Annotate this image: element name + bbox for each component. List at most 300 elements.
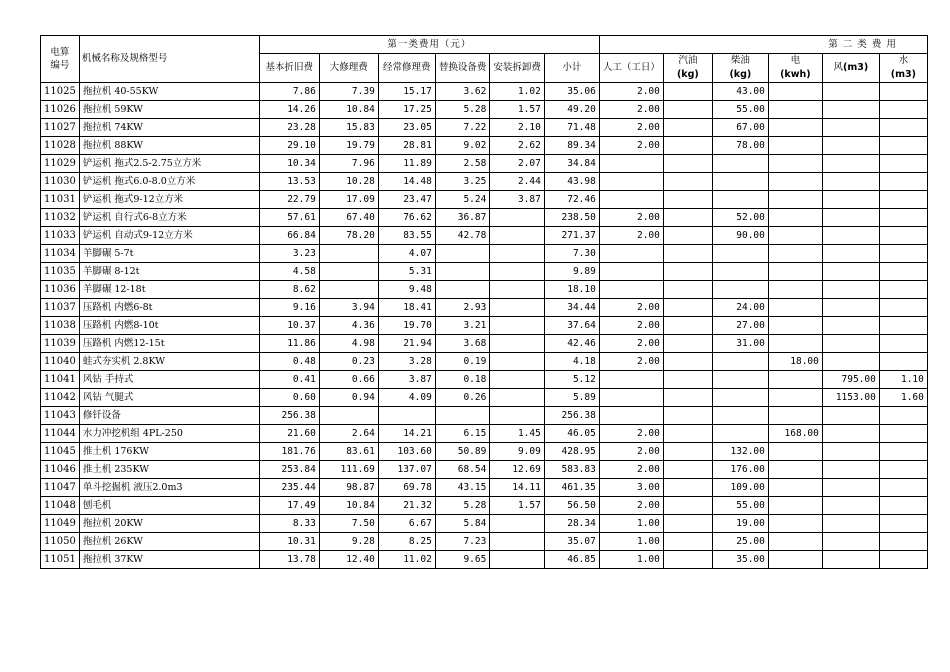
cell-regular-repair[interactable]: 4.07 — [378, 245, 435, 263]
cell-name[interactable]: 压路机 内燃8-10t — [79, 317, 259, 335]
cell-name[interactable]: 拖拉机 59KW — [79, 101, 259, 119]
cell-electricity[interactable] — [768, 119, 822, 137]
cell-electricity[interactable] — [768, 407, 822, 425]
cell-labor[interactable]: 2.00 — [599, 299, 663, 317]
cell-wind[interactable] — [822, 227, 879, 245]
cell-name[interactable]: 铲运机 自动式9-12立方米 — [79, 227, 259, 245]
cell-install-remove[interactable]: 9.09 — [490, 443, 545, 461]
cell-name[interactable]: 推土机 176KW — [79, 443, 259, 461]
cell-code[interactable]: 11043 — [41, 407, 80, 425]
header-depreciation[interactable]: 基本折旧费 — [259, 54, 319, 83]
cell-replacement[interactable]: 9.02 — [435, 137, 490, 155]
cell-replacement[interactable]: 7.22 — [435, 119, 490, 137]
cell-water[interactable] — [879, 227, 927, 245]
cell-electricity[interactable] — [768, 389, 822, 407]
header-name[interactable]: 机械名称及规格型号 — [79, 36, 259, 83]
cell-regular-repair[interactable]: 17.25 — [378, 101, 435, 119]
cell-diesel[interactable] — [712, 389, 768, 407]
cell-depreciation[interactable]: 9.16 — [259, 299, 319, 317]
header-labor[interactable]: 人工（工日） — [599, 54, 663, 83]
cell-install-remove[interactable] — [490, 227, 545, 245]
cell-replacement[interactable]: 43.15 — [435, 479, 490, 497]
cell-regular-repair[interactable]: 28.81 — [378, 137, 435, 155]
cell-replacement[interactable]: 68.54 — [435, 461, 490, 479]
cell-install-remove[interactable]: 1.57 — [490, 101, 545, 119]
cell-wind[interactable] — [822, 407, 879, 425]
cell-regular-repair[interactable]: 23.05 — [378, 119, 435, 137]
cell-regular-repair[interactable]: 18.41 — [378, 299, 435, 317]
cell-replacement[interactable]: 5.24 — [435, 191, 490, 209]
cell-water[interactable] — [879, 497, 927, 515]
cell-water[interactable] — [879, 155, 927, 173]
cell-regular-repair[interactable]: 69.78 — [378, 479, 435, 497]
cell-depreciation[interactable]: 0.48 — [259, 353, 319, 371]
cell-code[interactable]: 11033 — [41, 227, 80, 245]
header-wind[interactable] — [822, 54, 879, 83]
cell-electricity[interactable] — [768, 245, 822, 263]
cell-gasoline[interactable] — [663, 443, 712, 461]
cell-depreciation[interactable]: 11.86 — [259, 335, 319, 353]
cell-name[interactable]: 压路机 内燃12-15t — [79, 335, 259, 353]
cell-install-remove[interactable] — [490, 281, 545, 299]
cell-water[interactable] — [879, 173, 927, 191]
cell-wind[interactable] — [822, 317, 879, 335]
cell-install-remove[interactable] — [490, 389, 545, 407]
cell-labor[interactable]: 2.00 — [599, 137, 663, 155]
cell-depreciation[interactable]: 253.84 — [259, 461, 319, 479]
cell-code[interactable]: 11038 — [41, 317, 80, 335]
cell-water[interactable] — [879, 101, 927, 119]
cell-overhaul[interactable] — [319, 263, 378, 281]
cell-name[interactable]: 羊脚碾 8-12t — [79, 263, 259, 281]
cell-diesel[interactable]: 35.00 — [712, 551, 768, 569]
cell-regular-repair[interactable]: 9.48 — [378, 281, 435, 299]
cell-replacement[interactable]: 9.65 — [435, 551, 490, 569]
cell-electricity[interactable] — [768, 101, 822, 119]
cell-name[interactable]: 风钻 手持式 — [79, 371, 259, 389]
cell-install-remove[interactable] — [490, 263, 545, 281]
cell-regular-repair[interactable]: 11.02 — [378, 551, 435, 569]
cell-wind[interactable] — [822, 101, 879, 119]
cell-diesel[interactable]: 52.00 — [712, 209, 768, 227]
cell-labor[interactable] — [599, 407, 663, 425]
cell-water[interactable] — [879, 461, 927, 479]
cell-diesel[interactable] — [712, 425, 768, 443]
cell-code[interactable]: 11049 — [41, 515, 80, 533]
cell-regular-repair[interactable]: 15.17 — [378, 83, 435, 101]
cell-install-remove[interactable] — [490, 209, 545, 227]
cell-water[interactable] — [879, 335, 927, 353]
cell-subtotal[interactable]: 34.44 — [544, 299, 599, 317]
cell-depreciation[interactable]: 29.10 — [259, 137, 319, 155]
cell-wind[interactable] — [822, 353, 879, 371]
cell-labor[interactable]: 2.00 — [599, 227, 663, 245]
cell-name[interactable]: 拖拉机 74KW — [79, 119, 259, 137]
cell-regular-repair[interactable] — [378, 407, 435, 425]
cell-regular-repair[interactable]: 4.09 — [378, 389, 435, 407]
cell-diesel[interactable] — [712, 173, 768, 191]
cell-electricity[interactable] — [768, 497, 822, 515]
cell-diesel[interactable]: 25.00 — [712, 533, 768, 551]
cell-gasoline[interactable] — [663, 173, 712, 191]
cell-labor[interactable]: 2.00 — [599, 209, 663, 227]
cell-replacement[interactable]: 50.89 — [435, 443, 490, 461]
cell-subtotal[interactable]: 5.89 — [544, 389, 599, 407]
cell-water[interactable] — [879, 443, 927, 461]
cell-depreciation[interactable]: 0.41 — [259, 371, 319, 389]
cell-diesel[interactable]: 27.00 — [712, 317, 768, 335]
cell-wind[interactable] — [822, 155, 879, 173]
cell-labor[interactable] — [599, 245, 663, 263]
cell-overhaul[interactable]: 0.94 — [319, 389, 378, 407]
header-install-remove[interactable]: 安装拆卸费 — [490, 54, 545, 83]
cell-gasoline[interactable] — [663, 119, 712, 137]
cell-wind[interactable] — [822, 515, 879, 533]
cell-code[interactable]: 11035 — [41, 263, 80, 281]
cell-name[interactable]: 拖拉机 88KW — [79, 137, 259, 155]
cell-replacement[interactable]: 3.62 — [435, 83, 490, 101]
cell-name[interactable]: 铲运机 拖式2.5-2.75立方米 — [79, 155, 259, 173]
cell-diesel[interactable] — [712, 191, 768, 209]
cell-install-remove[interactable]: 1.57 — [490, 497, 545, 515]
cell-gasoline[interactable] — [663, 407, 712, 425]
cell-overhaul[interactable]: 111.69 — [319, 461, 378, 479]
cell-wind[interactable] — [822, 137, 879, 155]
cell-name[interactable]: 拖拉机 20KW — [79, 515, 259, 533]
cell-electricity[interactable] — [768, 515, 822, 533]
cell-replacement[interactable]: 3.25 — [435, 173, 490, 191]
cell-install-remove[interactable]: 3.87 — [490, 191, 545, 209]
cell-overhaul[interactable]: 12.40 — [319, 551, 378, 569]
cell-labor[interactable]: 2.00 — [599, 425, 663, 443]
cell-code[interactable]: 11048 — [41, 497, 80, 515]
cell-name[interactable]: 拖拉机 37KW — [79, 551, 259, 569]
cell-replacement[interactable]: 0.18 — [435, 371, 490, 389]
cell-replacement[interactable] — [435, 245, 490, 263]
cell-diesel[interactable]: 43.00 — [712, 83, 768, 101]
cell-install-remove[interactable] — [490, 353, 545, 371]
cell-regular-repair[interactable]: 76.62 — [378, 209, 435, 227]
cell-code[interactable]: 11047 — [41, 479, 80, 497]
cell-install-remove[interactable]: 14.11 — [490, 479, 545, 497]
cell-gasoline[interactable] — [663, 245, 712, 263]
cell-water[interactable] — [879, 425, 927, 443]
cell-diesel[interactable] — [712, 407, 768, 425]
cell-diesel[interactable]: 31.00 — [712, 335, 768, 353]
cell-depreciation[interactable]: 256.38 — [259, 407, 319, 425]
cell-subtotal[interactable]: 238.50 — [544, 209, 599, 227]
cell-gasoline[interactable] — [663, 209, 712, 227]
header-subtotal[interactable]: 小计 — [544, 54, 599, 83]
header-replacement[interactable]: 替换设备费 — [435, 54, 490, 83]
cell-depreciation[interactable]: 14.26 — [259, 101, 319, 119]
cell-regular-repair[interactable]: 6.67 — [378, 515, 435, 533]
cell-electricity[interactable] — [768, 173, 822, 191]
cell-wind[interactable]: 795.00 — [822, 371, 879, 389]
cell-name[interactable]: 拖拉机 26KW — [79, 533, 259, 551]
cell-code[interactable]: 11025 — [41, 83, 80, 101]
cell-gasoline[interactable] — [663, 497, 712, 515]
cell-code[interactable]: 11029 — [41, 155, 80, 173]
cell-labor[interactable]: 2.00 — [599, 119, 663, 137]
cell-water[interactable] — [879, 299, 927, 317]
cell-depreciation[interactable]: 235.44 — [259, 479, 319, 497]
cell-depreciation[interactable]: 3.23 — [259, 245, 319, 263]
cell-water[interactable] — [879, 209, 927, 227]
cell-subtotal[interactable]: 89.34 — [544, 137, 599, 155]
cell-regular-repair[interactable]: 103.60 — [378, 443, 435, 461]
cell-code[interactable]: 11037 — [41, 299, 80, 317]
header-overhaul[interactable]: 大修理费 — [319, 54, 378, 83]
cell-overhaul[interactable]: 4.98 — [319, 335, 378, 353]
cell-wind[interactable] — [822, 335, 879, 353]
cell-labor[interactable]: 2.00 — [599, 317, 663, 335]
cell-wind[interactable] — [822, 497, 879, 515]
cell-depreciation[interactable]: 181.76 — [259, 443, 319, 461]
header-gasoline[interactable] — [663, 54, 712, 83]
cell-name[interactable]: 刨毛机 — [79, 497, 259, 515]
cell-electricity[interactable] — [768, 317, 822, 335]
cell-gasoline[interactable] — [663, 281, 712, 299]
cell-gasoline[interactable] — [663, 551, 712, 569]
cell-labor[interactable]: 2.00 — [599, 83, 663, 101]
cell-gasoline[interactable] — [663, 227, 712, 245]
cell-code[interactable]: 11040 — [41, 353, 80, 371]
cell-name[interactable]: 羊脚碾 5-7t — [79, 245, 259, 263]
cell-install-remove[interactable]: 1.45 — [490, 425, 545, 443]
cell-overhaul[interactable]: 4.36 — [319, 317, 378, 335]
header-group-first-class-cost[interactable]: 第一类费用（元） — [259, 36, 599, 54]
cell-name[interactable]: 铲运机 拖式9-12立方米 — [79, 191, 259, 209]
cell-wind[interactable] — [822, 479, 879, 497]
cell-gasoline[interactable] — [663, 335, 712, 353]
cell-wind[interactable] — [822, 119, 879, 137]
cell-replacement[interactable] — [435, 407, 490, 425]
cell-replacement[interactable]: 5.28 — [435, 101, 490, 119]
cell-gasoline[interactable] — [663, 317, 712, 335]
cell-gasoline[interactable] — [663, 299, 712, 317]
cell-labor[interactable]: 2.00 — [599, 497, 663, 515]
cell-electricity[interactable] — [768, 533, 822, 551]
cell-depreciation[interactable]: 10.31 — [259, 533, 319, 551]
cell-labor[interactable]: 2.00 — [599, 101, 663, 119]
cell-water[interactable] — [879, 533, 927, 551]
cell-replacement[interactable] — [435, 263, 490, 281]
cell-name[interactable]: 风钻 气腿式 — [79, 389, 259, 407]
cell-replacement[interactable]: 3.21 — [435, 317, 490, 335]
cell-water[interactable] — [879, 353, 927, 371]
cell-name[interactable]: 水力冲挖机组 4PL-250 — [79, 425, 259, 443]
cell-wind[interactable]: 1153.00 — [822, 389, 879, 407]
cell-subtotal[interactable]: 42.46 — [544, 335, 599, 353]
cell-regular-repair[interactable]: 19.70 — [378, 317, 435, 335]
cell-diesel[interactable]: 67.00 — [712, 119, 768, 137]
cell-wind[interactable] — [822, 83, 879, 101]
cell-regular-repair[interactable]: 83.55 — [378, 227, 435, 245]
cell-replacement[interactable]: 7.23 — [435, 533, 490, 551]
cell-labor[interactable] — [599, 173, 663, 191]
cell-install-remove[interactable] — [490, 533, 545, 551]
cell-labor[interactable] — [599, 389, 663, 407]
cell-labor[interactable]: 2.00 — [599, 335, 663, 353]
cell-replacement[interactable]: 6.15 — [435, 425, 490, 443]
cell-diesel[interactable]: 24.00 — [712, 299, 768, 317]
cell-overhaul[interactable]: 83.61 — [319, 443, 378, 461]
cell-electricity[interactable] — [768, 299, 822, 317]
cell-regular-repair[interactable]: 21.32 — [378, 497, 435, 515]
cell-code[interactable]: 11051 — [41, 551, 80, 569]
cell-water[interactable] — [879, 515, 927, 533]
header-electricity[interactable] — [768, 54, 822, 83]
cell-subtotal[interactable]: 18.10 — [544, 281, 599, 299]
cell-code[interactable]: 11031 — [41, 191, 80, 209]
cell-wind[interactable] — [822, 173, 879, 191]
cell-diesel[interactable] — [712, 263, 768, 281]
cell-labor[interactable]: 2.00 — [599, 461, 663, 479]
cell-depreciation[interactable]: 13.78 — [259, 551, 319, 569]
cell-diesel[interactable] — [712, 281, 768, 299]
cell-subtotal[interactable]: 5.12 — [544, 371, 599, 389]
cell-subtotal[interactable]: 271.37 — [544, 227, 599, 245]
cell-gasoline[interactable] — [663, 425, 712, 443]
cell-overhaul[interactable]: 9.28 — [319, 533, 378, 551]
cell-replacement[interactable]: 0.26 — [435, 389, 490, 407]
cell-gasoline[interactable] — [663, 479, 712, 497]
cell-water[interactable] — [879, 245, 927, 263]
header-regular-repair[interactable]: 经常修理费 — [378, 54, 435, 83]
cell-regular-repair[interactable]: 137.07 — [378, 461, 435, 479]
cell-code[interactable]: 11050 — [41, 533, 80, 551]
cell-subtotal[interactable]: 583.83 — [544, 461, 599, 479]
cell-wind[interactable] — [822, 425, 879, 443]
cell-subtotal[interactable]: 43.98 — [544, 173, 599, 191]
cell-wind[interactable] — [822, 245, 879, 263]
cell-electricity[interactable] — [768, 227, 822, 245]
cell-overhaul[interactable]: 0.23 — [319, 353, 378, 371]
cell-install-remove[interactable] — [490, 407, 545, 425]
cell-labor[interactable]: 1.00 — [599, 533, 663, 551]
cell-diesel[interactable]: 109.00 — [712, 479, 768, 497]
cell-replacement[interactable]: 3.68 — [435, 335, 490, 353]
cell-install-remove[interactable]: 2.44 — [490, 173, 545, 191]
cell-gasoline[interactable] — [663, 83, 712, 101]
cell-labor[interactable] — [599, 155, 663, 173]
cell-diesel[interactable]: 78.00 — [712, 137, 768, 155]
cell-depreciation[interactable]: 7.86 — [259, 83, 319, 101]
cell-subtotal[interactable]: 461.35 — [544, 479, 599, 497]
cell-regular-repair[interactable]: 5.31 — [378, 263, 435, 281]
cell-subtotal[interactable]: 28.34 — [544, 515, 599, 533]
cell-subtotal[interactable]: 428.95 — [544, 443, 599, 461]
cell-name[interactable]: 铲运机 自行式6-8立方米 — [79, 209, 259, 227]
cell-install-remove[interactable]: 1.02 — [490, 83, 545, 101]
cell-code[interactable]: 11026 — [41, 101, 80, 119]
cell-depreciation[interactable]: 8.62 — [259, 281, 319, 299]
cell-electricity[interactable] — [768, 443, 822, 461]
cell-overhaul[interactable] — [319, 245, 378, 263]
cell-regular-repair[interactable]: 11.89 — [378, 155, 435, 173]
cell-overhaul[interactable]: 98.87 — [319, 479, 378, 497]
cell-overhaul[interactable]: 7.39 — [319, 83, 378, 101]
cell-install-remove[interactable]: 2.10 — [490, 119, 545, 137]
cell-gasoline[interactable] — [663, 533, 712, 551]
cell-wind[interactable] — [822, 263, 879, 281]
cell-depreciation[interactable]: 17.49 — [259, 497, 319, 515]
cell-name[interactable]: 铲运机 拖式6.0-8.0立方米 — [79, 173, 259, 191]
cell-regular-repair[interactable]: 14.21 — [378, 425, 435, 443]
cell-wind[interactable] — [822, 281, 879, 299]
cell-regular-repair[interactable]: 3.87 — [378, 371, 435, 389]
cell-regular-repair[interactable]: 23.47 — [378, 191, 435, 209]
cell-subtotal[interactable]: 56.50 — [544, 497, 599, 515]
cell-water[interactable] — [879, 119, 927, 137]
cell-gasoline[interactable] — [663, 461, 712, 479]
cell-water[interactable]: 1.60 — [879, 389, 927, 407]
cell-overhaul[interactable] — [319, 281, 378, 299]
cell-electricity[interactable]: 168.00 — [768, 425, 822, 443]
cell-regular-repair[interactable]: 21.94 — [378, 335, 435, 353]
cell-labor[interactable] — [599, 263, 663, 281]
cell-subtotal[interactable]: 256.38 — [544, 407, 599, 425]
cell-depreciation[interactable]: 21.60 — [259, 425, 319, 443]
cell-labor[interactable] — [599, 281, 663, 299]
cell-electricity[interactable]: 18.00 — [768, 353, 822, 371]
cell-code[interactable]: 11028 — [41, 137, 80, 155]
cell-subtotal[interactable]: 46.05 — [544, 425, 599, 443]
cell-diesel[interactable]: 176.00 — [712, 461, 768, 479]
cell-code[interactable]: 11036 — [41, 281, 80, 299]
cell-regular-repair[interactable]: 8.25 — [378, 533, 435, 551]
cell-code[interactable]: 11042 — [41, 389, 80, 407]
cell-install-remove[interactable] — [490, 515, 545, 533]
cell-subtotal[interactable]: 35.07 — [544, 533, 599, 551]
cell-replacement[interactable]: 36.87 — [435, 209, 490, 227]
cell-diesel[interactable] — [712, 353, 768, 371]
cell-water[interactable] — [879, 83, 927, 101]
cell-diesel[interactable]: 132.00 — [712, 443, 768, 461]
cell-subtotal[interactable]: 49.20 — [544, 101, 599, 119]
cell-gasoline[interactable] — [663, 263, 712, 281]
cell-water[interactable] — [879, 137, 927, 155]
cell-water[interactable] — [879, 479, 927, 497]
cell-replacement[interactable]: 0.19 — [435, 353, 490, 371]
cell-labor[interactable]: 1.00 — [599, 515, 663, 533]
cell-labor[interactable]: 2.00 — [599, 443, 663, 461]
cell-electricity[interactable] — [768, 461, 822, 479]
cell-name[interactable]: 压路机 内燃6-8t — [79, 299, 259, 317]
cell-wind[interactable] — [822, 191, 879, 209]
cell-install-remove[interactable] — [490, 371, 545, 389]
cell-water[interactable]: 1.10 — [879, 371, 927, 389]
cell-subtotal[interactable]: 35.06 — [544, 83, 599, 101]
cell-code[interactable]: 11041 — [41, 371, 80, 389]
cell-name[interactable]: 推土机 235KW — [79, 461, 259, 479]
cell-subtotal[interactable]: 9.89 — [544, 263, 599, 281]
cell-electricity[interactable] — [768, 335, 822, 353]
cell-water[interactable] — [879, 281, 927, 299]
cell-gasoline[interactable] — [663, 155, 712, 173]
cell-wind[interactable] — [822, 551, 879, 569]
cell-depreciation[interactable]: 57.61 — [259, 209, 319, 227]
cell-replacement[interactable]: 2.93 — [435, 299, 490, 317]
cell-labor[interactable]: 1.00 — [599, 551, 663, 569]
header-code[interactable]: 电算 编号 — [41, 36, 80, 83]
cell-replacement[interactable] — [435, 281, 490, 299]
cell-replacement[interactable]: 5.28 — [435, 497, 490, 515]
cell-depreciation[interactable]: 66.84 — [259, 227, 319, 245]
cell-depreciation[interactable]: 0.60 — [259, 389, 319, 407]
cell-overhaul[interactable]: 15.83 — [319, 119, 378, 137]
